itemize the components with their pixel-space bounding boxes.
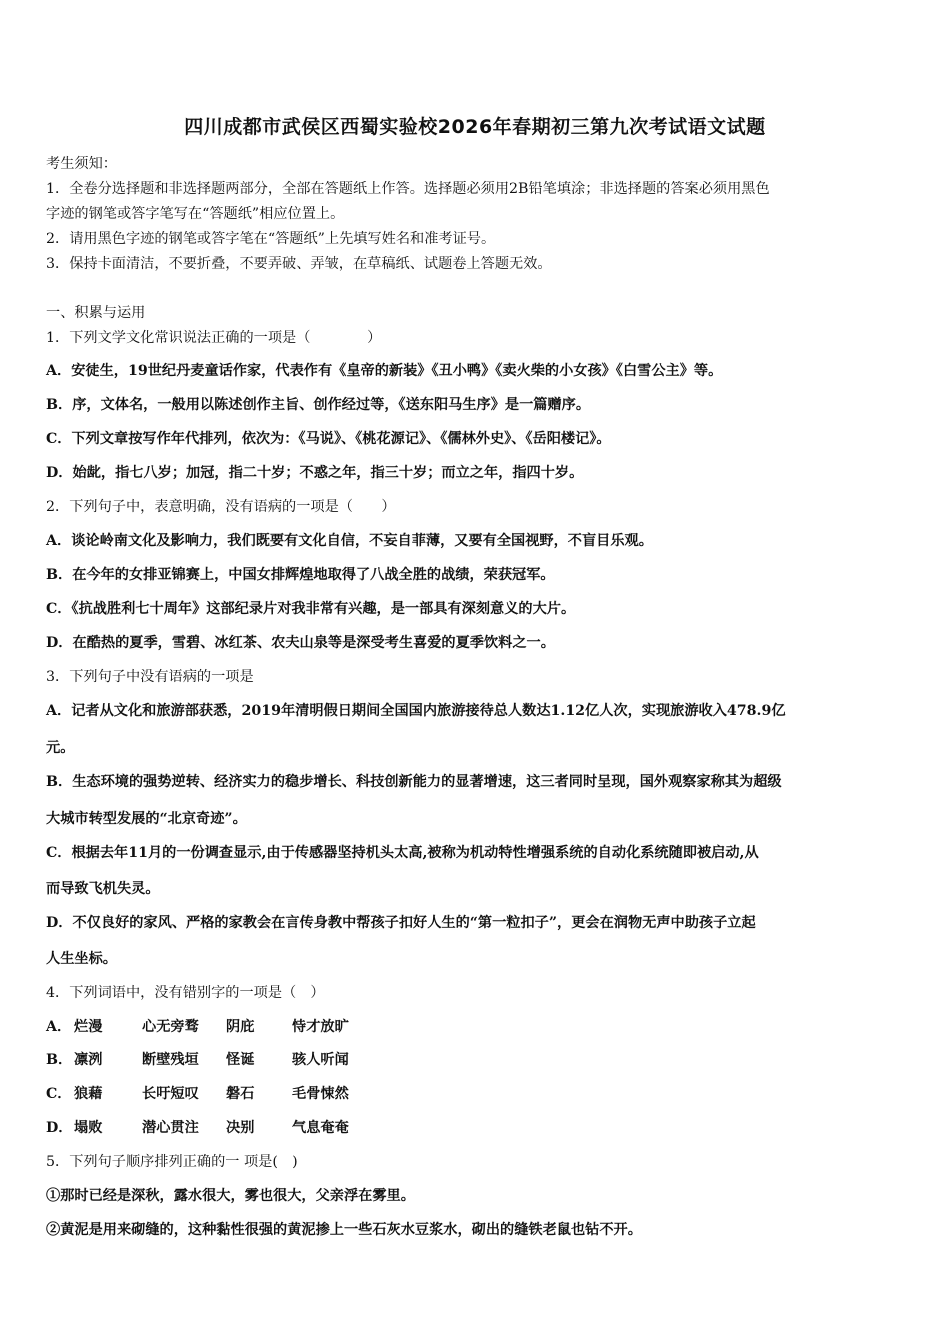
option-label: B． — [46, 774, 73, 790]
word: 塌败 — [74, 1120, 103, 1136]
option-label: C． — [46, 1086, 72, 1102]
option-text: 不仅良好的家风、严格的家教会在言传身教中帮孩子扣好人生的“第一粒扣子”，更会在润物无声中助孩子立起 — [72, 915, 756, 931]
q2-option-d — [46, 632, 908, 652]
q3-option-a-continued: 元。 — [46, 740, 75, 756]
option-label: D． — [46, 635, 73, 651]
option-label: A． — [46, 533, 72, 549]
option-label: A． — [46, 1019, 72, 1035]
word: 心无旁骛 — [142, 1019, 199, 1035]
word: 气息奄奄 — [292, 1120, 349, 1136]
q1-option-b — [46, 394, 908, 414]
option-text: 在今年的女排亚锦赛上，中国女排辉煌地取得了八战全胜的战绩，荣获冠军。 — [72, 567, 555, 583]
question-4-stem: 4．下列词语中，没有错别字的一项是（ ） — [46, 985, 325, 1001]
word: 恃才放旷 — [292, 1019, 349, 1035]
word: 烂漫 — [74, 1019, 103, 1035]
question-3-stem: 3．下列句子中没有语病的一项是 — [46, 669, 254, 685]
q3-option-d — [46, 912, 908, 932]
word: 怪诞 — [226, 1052, 255, 1068]
q1-option-a — [46, 360, 908, 380]
option-text: 安徒生，19世纪丹麦童话作家，代表作有《皇帝的新装》《丑小鸭》《卖火柴的小女孩》《白雪公主》等。 — [71, 363, 723, 379]
option-label: B． — [46, 567, 73, 583]
page-title: 四川成都市武侯区西蜀实验校2026年春期初三第九次考试语文试题 — [184, 116, 766, 138]
word: 凛洌 — [74, 1052, 103, 1068]
question-2-stem: 2．下列句子中，表意明确，没有语病的一项是（ ） — [46, 499, 396, 515]
notice-item: 2．请用黑色字迹的钢笔或答字笔在“答题纸”上先填写姓名和准考证号。 — [46, 231, 496, 247]
q3-option-a — [46, 700, 908, 720]
q3-option-d-continued: 人生坐标。 — [46, 951, 117, 967]
option-text: 根据去年11月的一份调查显示,由于传感器坚持机头太高,被称为机动特性增强系统的自动化系统随即被启动,从 — [71, 845, 759, 861]
q2-option-c — [46, 598, 908, 618]
word: 狼藉 — [74, 1086, 103, 1102]
notice-item: 3．保持卡面清洁，不要折叠，不要弄破、弄皱，在草稿纸、试题卷上答题无效。 — [46, 256, 552, 272]
q3-option-c-continued: 而导致飞机失灵。 — [46, 881, 160, 897]
question-1-stem: 1．下列文学文化常识说法正确的一项是（ ） — [46, 330, 382, 346]
notice-item: 1．全卷分选择题和非选择题两部分，全部在答题纸上作答。选择题必须用2B铅笔填涂；非选择题的答案必须用黑色 — [46, 181, 770, 197]
question-5-stem: 5．下列句子顺序排列正确的一 项是( ) — [46, 1154, 298, 1170]
option-label: D． — [46, 1120, 73, 1136]
word: 阴庇 — [226, 1019, 255, 1035]
option-text: 序，文体名，一般用以陈述创作主旨、创作经过等，《送东阳马生序》是一篇赠序。 — [72, 397, 591, 413]
option-text: 《抗战胜利七十周年》这部纪录片对我非常有兴趣，是一部具有深刻意义的大片。 — [71, 601, 576, 617]
q3-option-b — [46, 771, 908, 791]
option-text: 谈论岭南文化及影响力，我们既要有文化自信，不妄自菲薄，又要有全国视野，不盲目乐观。 — [71, 533, 653, 549]
q4-option-c — [46, 1083, 908, 1103]
option-text: 记者从文化和旅游部获悉，2019年清明假日期间全国国内旅游接待总人数达1.12亿人次，实现旅游收入478.9亿 — [71, 703, 786, 719]
option-label: D． — [46, 465, 73, 481]
option-label: C． — [46, 601, 72, 617]
word: 断壁残垣 — [142, 1052, 199, 1068]
option-label: C． — [46, 845, 72, 861]
notice-heading: 考生须知： — [46, 156, 117, 172]
q2-option-b — [46, 564, 908, 584]
q4-option-d — [46, 1117, 908, 1137]
word: 磐石 — [226, 1086, 255, 1102]
word: 长吁短叹 — [142, 1086, 199, 1102]
option-label: C． — [46, 431, 72, 447]
word: 毛骨悚然 — [292, 1086, 349, 1102]
option-label: D． — [46, 915, 73, 931]
notice-item: 字迹的钢笔或答字笔写在“答题纸”相应位置上。 — [46, 206, 345, 222]
q5-sentence-2: ②黄泥是用来砌缝的，这种黏性很强的黄泥掺上一些石灰水豆浆水，砌出的缝铁老鼠也钻不开。 — [46, 1222, 642, 1238]
option-label: A． — [46, 703, 72, 719]
q2-option-a — [46, 530, 908, 550]
option-text: 在酷热的夏季，雪碧、冰红茶、农夫山泉等是深受考生喜爱的夏季饮料之一。 — [72, 635, 555, 651]
q4-option-b — [46, 1049, 908, 1069]
word: 潜心贯注 — [142, 1120, 199, 1136]
q5-sentence-1: ①那时已经是深秋，露水很大，雾也很大，父亲浮在雾里。 — [46, 1188, 415, 1204]
q1-option-d — [46, 462, 908, 482]
option-label: B． — [46, 397, 73, 413]
option-label: A． — [46, 363, 72, 379]
option-text: 下列文章按写作年代排列，依次为：《马说》、《桃花源记》、《儒林外史》、《岳阳楼记》。 — [71, 431, 611, 447]
q4-option-a — [46, 1016, 908, 1036]
q1-option-c — [46, 428, 908, 448]
word: 骇人听闻 — [292, 1052, 349, 1068]
option-text: 始龀，指七八岁；加冠，指二十岁；不惑之年，指三十岁；而立之年，指四十岁。 — [72, 465, 584, 481]
q3-option-b-continued: 大城市转型发展的“北京奇迹”。 — [46, 811, 247, 827]
option-label: B． — [46, 1052, 73, 1068]
option-text: 生态环境的强势逆转、经济实力的稳步增长、科技创新能力的显著增速，这三者同时呈现，国外观察家称其为超级 — [72, 774, 782, 790]
word: 决别 — [226, 1120, 255, 1136]
q3-option-c — [46, 842, 908, 862]
section-heading: 一、积累与运用 — [46, 305, 146, 321]
